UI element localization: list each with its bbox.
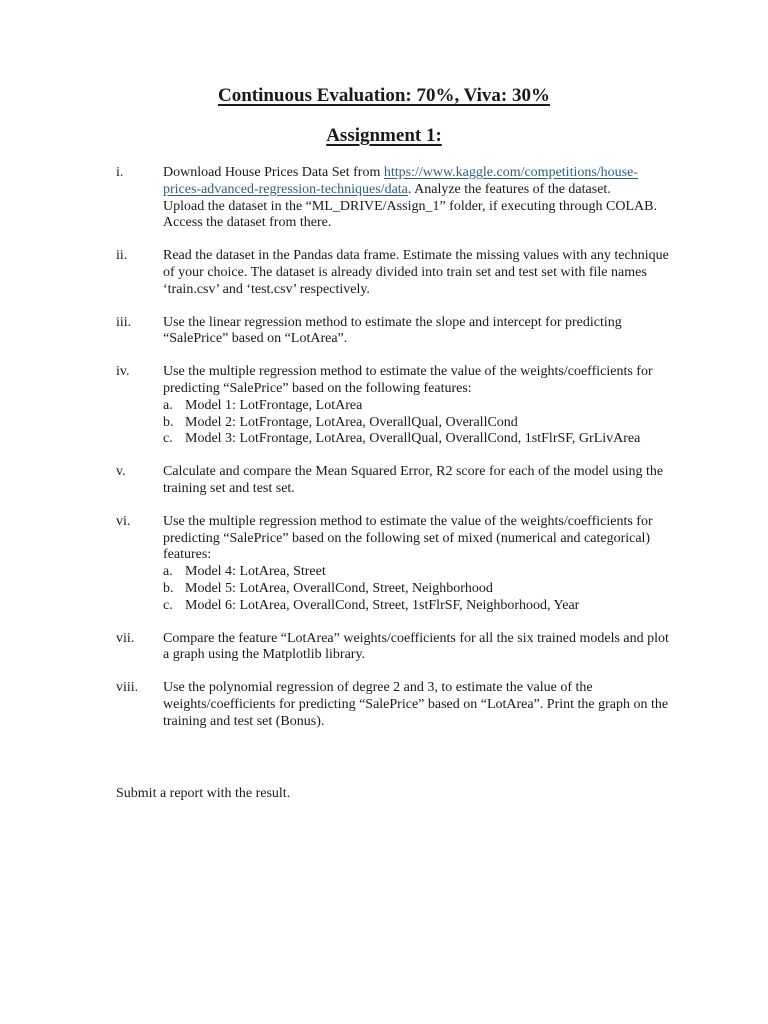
task-item-6 (0, 514, 768, 615)
sub-text: Model 1: LotFrontage, LotArea (185, 397, 363, 413)
task-numeral: vii. (116, 630, 135, 646)
task-text (163, 165, 675, 199)
task-text-intro: Download House Prices Data Set from (163, 165, 381, 180)
task-body (163, 514, 675, 615)
task-numeral: vi. (116, 513, 131, 529)
sub-item (163, 431, 675, 448)
task-text: Use the multiple regression method to estimate the value of the weights/coefficients for predicting “SalePrice” based on the following set of mixed (numerical and categorical) features: (163, 513, 653, 563)
document-title: Continuous Evaluation: 70%, Viva: 30% (217, 85, 551, 106)
sub-text: Model 4: LotArea, Street (185, 564, 326, 580)
task-body (163, 165, 675, 232)
task-item-2 (0, 248, 768, 298)
task-numeral: i. (116, 165, 124, 180)
task-item-4 (0, 364, 768, 448)
task-numeral: v. (116, 464, 126, 480)
sub-item (163, 398, 675, 415)
task-numeral: viii. (116, 680, 139, 696)
task-text: Calculate and compare the Mean Squared Error, R2 score for each of the model using the training set and test set. (163, 464, 664, 496)
task-numeral: iv. (116, 364, 130, 380)
dataset-link[interactable]: https://www.kaggle.com/competitions/house-prices-advanced-regression-techniques/data (163, 165, 639, 197)
task-body (163, 248, 675, 298)
sub-letter: b. (163, 580, 174, 596)
task-body (163, 364, 675, 448)
task-body (163, 315, 675, 349)
sub-text: Model 5: LotArea, OverallCond, Street, Neighborhood (185, 580, 493, 596)
sub-item (163, 564, 675, 581)
task-item-1 (0, 165, 768, 232)
task-text-upload: Upload the dataset in the “ML_DRIVE/Assign_1” folder, if executing through COLAB. Access the dataset from there. (163, 198, 658, 231)
task-text: Use the multiple regression method to estimate the value of the weights/coefficients for predicting “SalePrice” based on the following features: (163, 364, 653, 396)
sub-letter: a. (163, 397, 173, 413)
sub-letter: b. (163, 414, 174, 430)
task-body (163, 464, 675, 498)
assignment-heading: Assignment 1: (326, 125, 442, 146)
task-item-5 (0, 464, 768, 498)
task-text: Use the polynomial regression of degree 2 and 3, to estimate the value of the weights/coefficients for predicting “SalePrice” based on “LotArea”. Print the graph on the training and test set (Bonus). (163, 680, 669, 729)
task-body (163, 680, 675, 730)
task-text: Compare the feature “LotArea” weights/coefficients for all the six trained models and plot a graph using the Matplotlib library. (163, 630, 669, 663)
task-text: Read the dataset in the Pandas data frame. Estimate the missing values with any technique of your choice. The dataset is already divided into train set and test set with file names ‘train.csv’ and ‘test.csv’ respectively. (163, 248, 669, 297)
task-body (163, 631, 675, 665)
task-text: Use the linear regression method to estimate the slope and intercept for predicting “SalePrice” based on “LotArea”. (163, 314, 622, 347)
task-numeral: ii. (116, 248, 128, 264)
task-item-3 (0, 315, 768, 349)
sub-item (163, 415, 675, 432)
sub-text: Model 6: LotArea, OverallCond, Street, 1stFlrSF, Neighborhood, Year (185, 597, 580, 613)
closing-instruction: Submit a report with the result. (116, 786, 291, 801)
task-text-after-link: . Analyze the features of the dataset. (407, 181, 611, 197)
sub-letter: c. (163, 597, 173, 613)
task-item-8 (0, 680, 768, 730)
task-numeral: iii. (116, 314, 132, 330)
sub-letter: a. (163, 564, 173, 580)
sub-item (163, 581, 675, 598)
sub-text: Model 3: LotFrontage, LotArea, OverallQual, OverallCond, 1stFlrSF, GrLivArea (185, 431, 641, 447)
task-item-7 (0, 631, 768, 665)
sub-item (163, 598, 675, 615)
task-list (0, 165, 768, 747)
sub-text: Model 2: LotFrontage, LotArea, OverallQual, OverallCond (185, 414, 518, 430)
sub-letter: c. (163, 431, 173, 447)
